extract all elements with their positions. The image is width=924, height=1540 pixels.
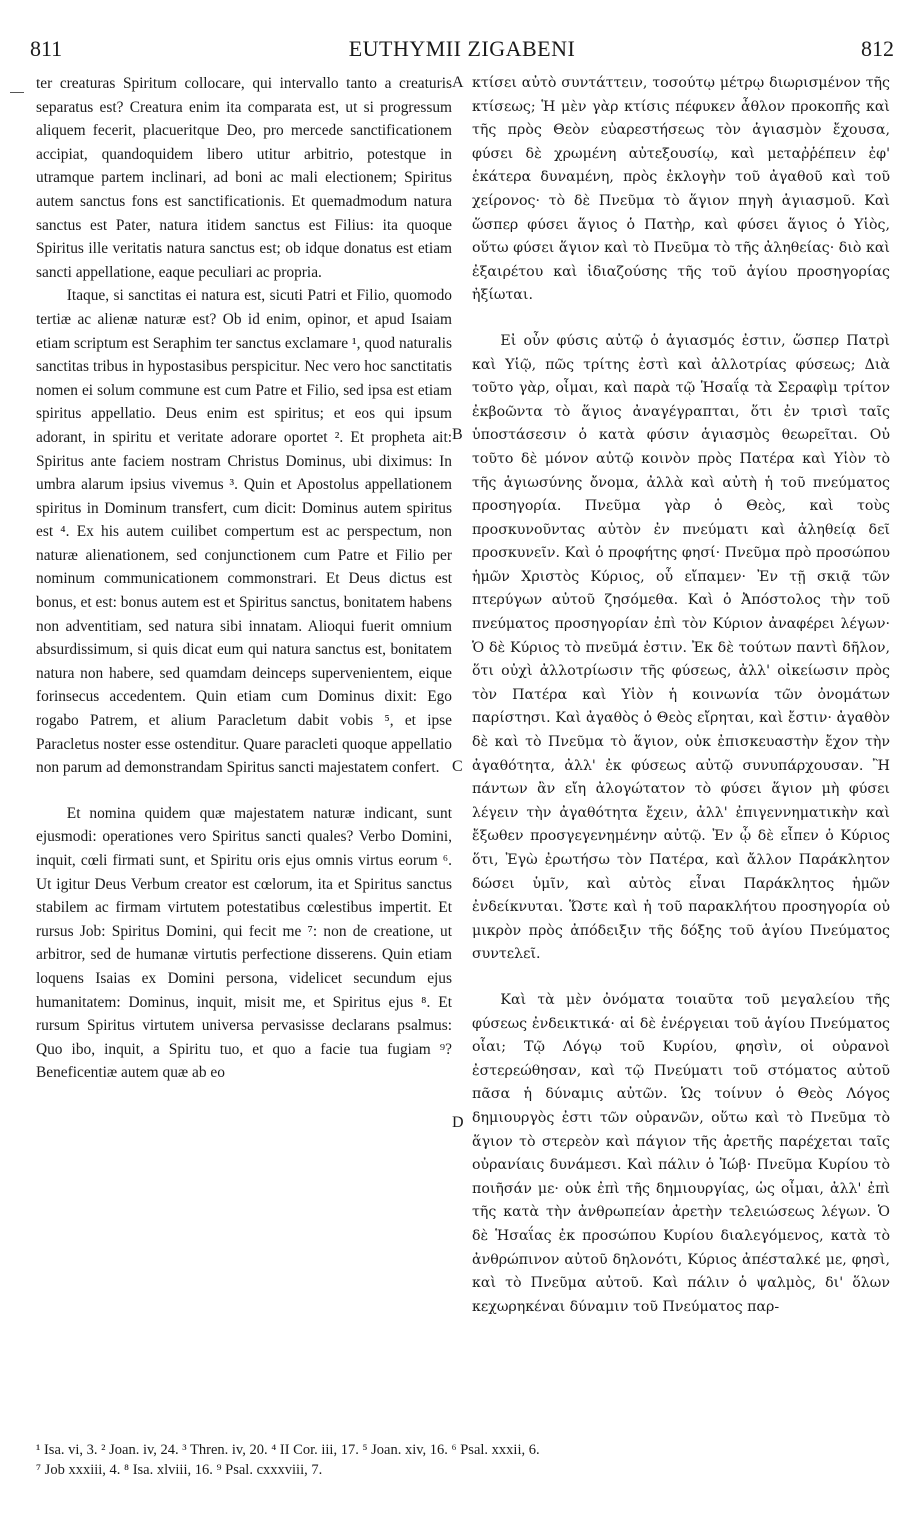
- marker-a: A: [452, 74, 464, 91]
- latin-paragraph-3: Et nomina quidem quæ majestatem naturæ indicant, sunt ejusmodi: operationes vero Spiritus sancti quales? Verbo Domini, inquit, cœli firmati sunt, et Spiritu oris ejus omnis virtus eorum ⁶. Ut igitur Deus Verbum creator est cœlorum, ita et Spiritus sanctus stabilem ac firmam virtutem potestatibus cœlestibus impertit. Et rursus Job: Spiritus Domini, qui fecit me ⁷: non de creatione, ut arbitror, sed de humanæ virtutis perfectione disserens. Quin etiam loquens Isaias ex Domini persona, videlicet secundum ejus humanitatem: Dominus, inquit, misit me, et Spiritus ejus ⁸. Et rursum Spiritus virtutem universa pervasisse declarans psalmus: Quo ibo, inquit, a Spiritu tuo, et quo a facie tua fugiam ⁹? Beneficentiæ autem quæ ab eo: [36, 804, 452, 1082]
- marker-d: D: [452, 1114, 464, 1131]
- latin-paragraph-2: Itaque, si sanctitas ei natura est, sicuti Patri et Filio, quomodo tertiæ ac alienæ naturæ est? Ob id enim, opinor, et apud Isaiam etiam scriptum est Seraphim ter sanctus exclamare ¹, quod naturalis sanctitas tribus in hypostasibus perspicitur. Nec vero hoc sanctitatis nomen ei solum commune est cum Patre et Filio, sed ipsa est etiam spiritus appellatio. Deus enim est spiritus; et eos qui ipsum adorant, in spiritu et veritate adorare oportet ². Et propheta ait: Spiritus ante faciem nostram Christus Dominus, ubi diximus: In umbra alarum ipsius vivemus ³. Quin et Apostolus appellationem spiritus in Dominum transfert, cum dicit: Dominus autem spiritus est ⁴. Ex his autem cuilibet compertum est ac perspectum, non naturæ alienationem, sed conjunctionem cum Patre et Filio per nominum communicationem commonstrari. Et Deus dictus est bonus, et est: bonus autem est et Spiritus sanctus, bonitatem habens non adventitiam, sed natura sibi innatam. Alioqui fuerit omnium absurdissimum, si quis dicat eum qui natura sanctus est, bonitatem natura non habere, sed quamdam deinceps supervenientem, eique forinsecus accedentem. Quin etiam cum Dominus dixit: Ego rogabo Patrem, et alium Paracletum dabit vobis ⁵, et ipse Paracletus noster esse ostenditur. Quare paracleti quoque appellatio non parum ad demonstrandam Spiritus sancti majestatem confert.: [36, 287, 452, 777]
- margin-mark: [10, 92, 24, 93]
- page-header: [30, 36, 894, 66]
- footnote-line-1: ¹ Isa. vi, 3. ² Joan. iv, 24. ³ Thren. iv, 20. ⁴ II Cor. iii, 17. ⁵ Joan. xiv, 16. ⁶ Psal. xxxii, 6.: [36, 1442, 540, 1458]
- latin-column: [36, 72, 452, 1085]
- footnote-line-2: ⁷ Job xxxiii, 4. ⁸ Isa. xlviii, 16. ⁹ Psal. cxxxviii, 7.: [36, 1462, 323, 1478]
- greek-paragraph-1: κτίσει αὐτὸ συντάττειν, τοσούτῳ μέτρῳ διωρισμένον τῆς κτίσεως; Ἡ μὲν γὰρ κτίσις πέφυκεν ἆθλον προκοπῆς καὶ τῆς πρὸς Θεὸν εὐαρεστήσεως τὸν ἁγιασμὸν ἔχουσα, φύσει δὲ χρωμένη αὐτεξουσίῳ, καὶ μεταῤῥέπειν ἐφ' ἑκάτερα δυναμένη, πρὸς ἐκλογὴν τοῦ ἀγαθοῦ καὶ τοῦ χείρονος· τὸ δὲ Πνεῦμα τὸ ἅγιον πηγὴ ἁγιασμοῦ. Καὶ ὥσπερ φύσει ἅγιος ὁ Πατὴρ, καὶ φύσει ἅγιος ὁ Υἱὸς, οὕτω φύσει ἅγιον καὶ τὸ Πνεῦμα τὸ τῆς ἀληθείας· διὸ καὶ ἐξαιρέτου καὶ ἰδιαζούσης τῆς τοῦ ἁγίου προσηγορίας ἠξίωται.: [472, 75, 890, 304]
- marker-b: B: [452, 426, 463, 443]
- footnotes: [36, 1440, 888, 1480]
- marker-c: C: [452, 758, 463, 775]
- greek-paragraph-3: Καὶ τὰ μὲν ὀνόματα τοιαῦτα τοῦ μεγαλείου τῆς φύσεως ἐνδεικτικά· αἱ δὲ ἐνέργειαι τοῦ ἁγίου Πνεύματος οἷαι; Τῷ Λόγῳ τοῦ Κυρίου, φησὶν, οἱ οὐρανοὶ ἐστερεώθησαν, καὶ τῷ Πνεύματι τοῦ στόματος αὐτοῦ πᾶσα ἡ δύναμις αὐτῶν. Ὡς τοίνυν ὁ Θεὸς Λόγος δημιουργὸς ἐστι τῶν οὐρανῶν, οὕτω καὶ τὸ Πνεῦμα τὸ ἅγιον τὸ στερεὸν καὶ πάγιον τῆς ἀρετῆς παρέχεται ταῖς οὐρανίαις δυνάμεσι. Καὶ πάλιν ὁ Ἰώβ· Πνεῦμα Κυρίου τὸ ποιῆσάν με· οὐκ ἐπὶ τῆς δημιουργίας, ὡς οἶμαι, ἀλλ' ἐπὶ τῆς κατὰ τὴν ἀνθρωπείαν ἀρετὴν τελειώσεως λέγων. Ὁ δὲ Ἡσαΐας ἐκ προσώπου Κυρίου διαλεγόμενος, κατὰ τὸ ἀνθρώπινον αὐτοῦ δηλονότι, Κύριος ἀπέσταλκέ με, φησὶ, καὶ τὸ Πνεῦμα αὐτοῦ. Καὶ πάλιν ὁ ψαλμὸς, δι' ὅλων κεχωρηκέναι δύναμιν τοῦ Πνεύματος παρ-: [472, 991, 890, 1315]
- page-number-right: 812: [861, 36, 894, 61]
- greek-column: [472, 72, 890, 1319]
- section-markers: [452, 72, 472, 1432]
- page-number-left: 811: [30, 36, 63, 61]
- running-title: EUTHYMII ZIGABENI: [348, 36, 576, 61]
- greek-paragraph-2: Εἰ οὖν φύσις αὐτῷ ὁ ἁγιασμός ἐστιν, ὥσπερ Πατρὶ καὶ Υἱῷ, πῶς τρίτης ἐστὶ καὶ ἀλλοτρίας φύσεως; Διὰ τοῦτο γὰρ, οἶμαι, καὶ παρὰ τῷ Ἡσαΐᾳ τὰ Σεραφὶμ τρίτον ἐκβοῶντα τὸ ἅγιος ἀναγέγραπται, ὅτι ἐν τρισὶ ταῖς ὑποστάσεσιν ὁ κατὰ φύσιν ἁγιασμὸς θεωρεῖται. Οὐ τοῦτο δὲ μόνον αὐτῷ κοινὸν πρὸς Πατέρα καὶ Υἱὸν τὸ τῆς ἁγιωσύνης ὄνομα, ἀλλὰ καὶ αὐτὴ ἡ τοῦ πνεύματος προσηγορία. Πνεῦμα γὰρ ὁ Θεὸς, καὶ τοὺς προσκυνοῦντας αὐτὸν ἐν πνεύματι καὶ ἀληθείᾳ δεῖ προσκυνεῖν. Καὶ ὁ προφήτης φησί· Πνεῦμα πρὸ προσώπου ἡμῶν Χριστὸς Κύριος, οὗ εἴπαμεν· Ἐν τῇ σκιᾷ τῶν πτερύγων αὐτοῦ ζησόμεθα. Καὶ ὁ Ἀπόστολος τὴν τοῦ πνεύματος προσηγορίαν ἐπὶ τὸν Κύριον ἀναφέρει λέγων· Ὁ δὲ Κύριος τὸ πνεῦμά ἐστιν. Ἐκ δὲ τούτων παντὶ δῆλον, ὅτι οὐχὶ ἀλλοτρίωσιν τῆς φύσεως, ἀλλ' οἰκείωσιν πρὸς τὸν Πατέρα καὶ Υἱὸν ἡ κοινωνία τῶν ὀνομάτων παρίστησι. Καὶ ἀγαθὸς ὁ Θεὸς εἴρηται, καὶ ἔστιν· ἀγαθὸν δὲ καὶ τὸ Πνεῦμα τὸ ἅγιον, οὐκ ἐπισκευαστὴν ἔχον τὴν ἀγαθότητα, ἀλλ' ἐκ φύσεως αὐτῷ συνυπάρχουσαν. Ἢ πάντων ἂν εἴη ἀλογώτατον τὸ φύσει ἅγιον μὴ φύσει λέγειν τὴν ἀγαθότητα ἔχειν, ἀλλ' ἐπιγεννηματικὴν καὶ ἔξωθεν προσγεγενημένην αὐτῷ. Ἐν ᾧ δὲ εἶπεν ὁ Κύριος ὅτι, Ἐγὼ ἐρωτήσω τὸν Πατέρα, καὶ ἄλλον Παράκλητον δώσει ὑμῖν, καὶ αὐτὸς εἶναι Παράκλητος ἡμῶν ἐνδείκνυται. Ὥστε καὶ ἡ τοῦ παρακλήτου προσηγορία οὐ μικρὸν πρὸς ἀπόδειξιν τῆς δόξης τοῦ ἁγίου Πνεύματος συντελεῖ.: [472, 332, 890, 963]
- latin-paragraph-1: ter creaturas Spiritum collocare, qui intervallo tanto a creaturis separatus est? Creatura enim ita comparata est, ut si progressum aliquem fecerit, placueritque Deo, pro mercede sanctificationem accipiat, quandoquidem libero utitur arbitrio, potestque in utramque partem inclinari, ad boni ac mali electionem; Spiritus autem sanctus fons est sanctificationis. Et quemadmodum natura sanctus est Pater, natura itidem sanctus est Filius: ita quoque Spiritus ille veritatis natura sanctus est; ob idque donatus est etiam sancti appellatione, eaque peculiari ac propria.: [36, 75, 452, 281]
